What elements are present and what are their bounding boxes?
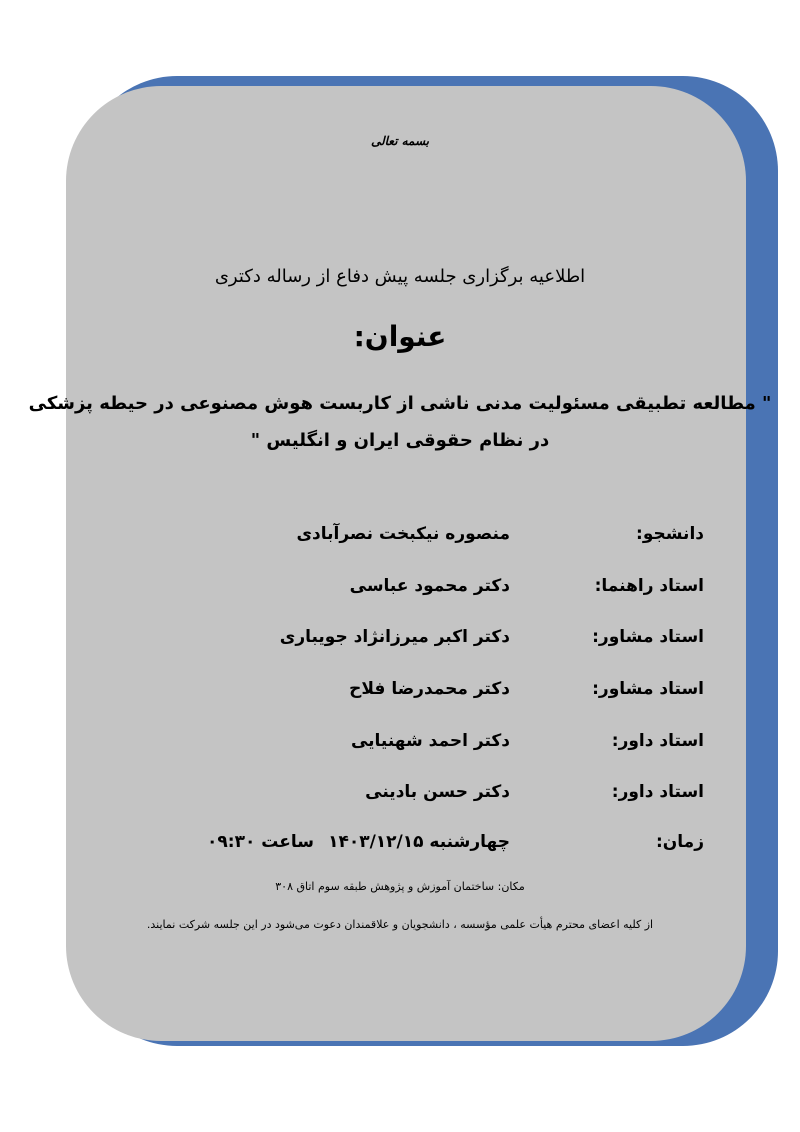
- title-heading: عنوان:: [353, 320, 447, 353]
- detail-value: دکتر حسن بادینی: [365, 782, 510, 802]
- announcement-card: [66, 86, 746, 1041]
- announcement-heading: اطلاعیه برگزاری جلسه پیش دفاع از رساله دکتری: [214, 266, 586, 287]
- detail-value: دکتر محمدرضا فلاح: [349, 679, 510, 699]
- schedule-label: زمان:: [655, 832, 704, 852]
- location-text: مکان: ساختمان آموزش و پژوهش طبقه سوم اتاق ۳۰۸: [275, 880, 525, 893]
- thesis-title-line2: در نظام حقوقی ایران و انگلیس ": [250, 430, 550, 451]
- detail-label: استاد داور:: [611, 782, 704, 802]
- detail-value: دکتر محمود عباسی: [349, 576, 510, 596]
- detail-label: استاد مشاور:: [592, 627, 704, 647]
- detail-label: استاد مشاور:: [592, 679, 704, 699]
- detail-label: استاد داور:: [611, 731, 704, 751]
- schedule-time: ساعت ۰۹:۳۰: [207, 832, 314, 852]
- detail-value: دکتر احمد شهنیایی: [350, 731, 510, 751]
- invitation-text: از کلیه اعضای محترم هیأت علمی مؤسسه ، دانشجویان و علاقمندان دعوت می‌شود در این جلسه شرکت نمایند.: [146, 918, 654, 931]
- schedule-date: چهارشنبه ۱۴۰۳/۱۲/۱۵: [328, 832, 510, 852]
- detail-value: منصوره نیکبخت نصرآبادی: [296, 524, 510, 544]
- basmala: بسمه تعالی: [370, 134, 430, 148]
- detail-value: دکتر اکبر میرزانژاد جویباری: [279, 627, 510, 647]
- thesis-title-line1: " مطالعه تطبیقی مسئولیت مدنی ناشی از کاربست هوش مصنوعی در حیطه پزشکی: [28, 393, 772, 414]
- detail-label: دانشجو:: [636, 524, 704, 544]
- detail-label: استاد راهنما:: [594, 576, 704, 596]
